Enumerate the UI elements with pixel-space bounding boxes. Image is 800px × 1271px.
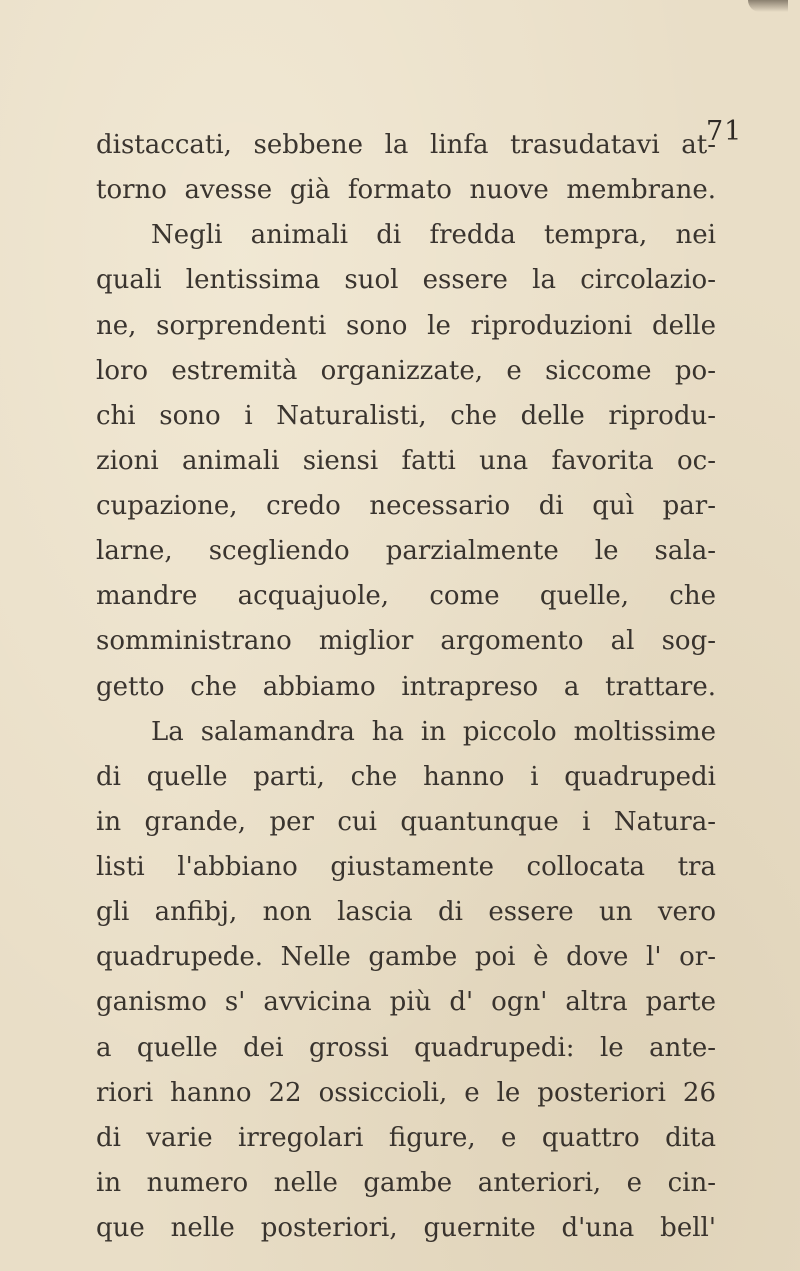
page-number: 71 <box>706 116 743 147</box>
text-line: a quelle dei grossi quadrupedi: le ante- <box>96 1033 716 1063</box>
text-line: riori hanno 22 ossiccioli, e le posteriori 26 <box>96 1078 716 1108</box>
page-edge-shadow <box>748 0 788 12</box>
text-line: ne, sorprendenti sono le riproduzioni delle <box>96 311 716 341</box>
text-line: cupazione, credo necessario di quì par- <box>96 491 716 521</box>
text-line: La salamandra ha in piccolo moltissime <box>151 717 716 747</box>
text-line: que nelle posteriori, guernite d'una bell' <box>96 1213 716 1243</box>
text-line: getto che abbiamo intrapreso a trattare. <box>96 672 716 702</box>
text-line: loro estremità organizzate, e siccome po- <box>96 356 716 386</box>
text-line: gli anfibj, non lascia di essere un vero <box>96 897 716 927</box>
text-line: mandre acquajuole, come quelle, che <box>96 581 716 611</box>
text-line: larne, scegliendo parzialmente le sala- <box>96 536 716 566</box>
text-line: quadrupede. Nelle gambe poi è dove l' or- <box>96 942 716 972</box>
text-line: in numero nelle gambe anteriori, e cin- <box>96 1168 716 1198</box>
text-line: zioni animali siensi fatti una favorita oc- <box>96 446 716 476</box>
text-line: listi l'abbiano giustamente collocata tra <box>96 852 716 882</box>
text-line: chi sono i Naturalisti, che delle riprodu- <box>96 401 716 431</box>
text-line: di varie irregolari figure, e quattro dita <box>96 1123 716 1153</box>
text-line: somministrano miglior argomento al sog- <box>96 626 716 656</box>
text-line: in grande, per cui quantunque i Natura- <box>96 807 716 837</box>
text-line: torno avesse già formato nuove membrane. <box>96 175 716 205</box>
text-line: Negli animali di fredda tempra, nei <box>151 220 716 250</box>
text-line: ganismo s' avvicina più d' ogn' altra parte <box>96 987 716 1017</box>
text-line: di quelle parti, che hanno i quadrupedi <box>96 762 716 792</box>
text-line: distaccati, sebbene la linfa trasudatavi at- <box>96 130 716 160</box>
text-line: quali lentissima suol essere la circolazio- <box>96 265 716 295</box>
